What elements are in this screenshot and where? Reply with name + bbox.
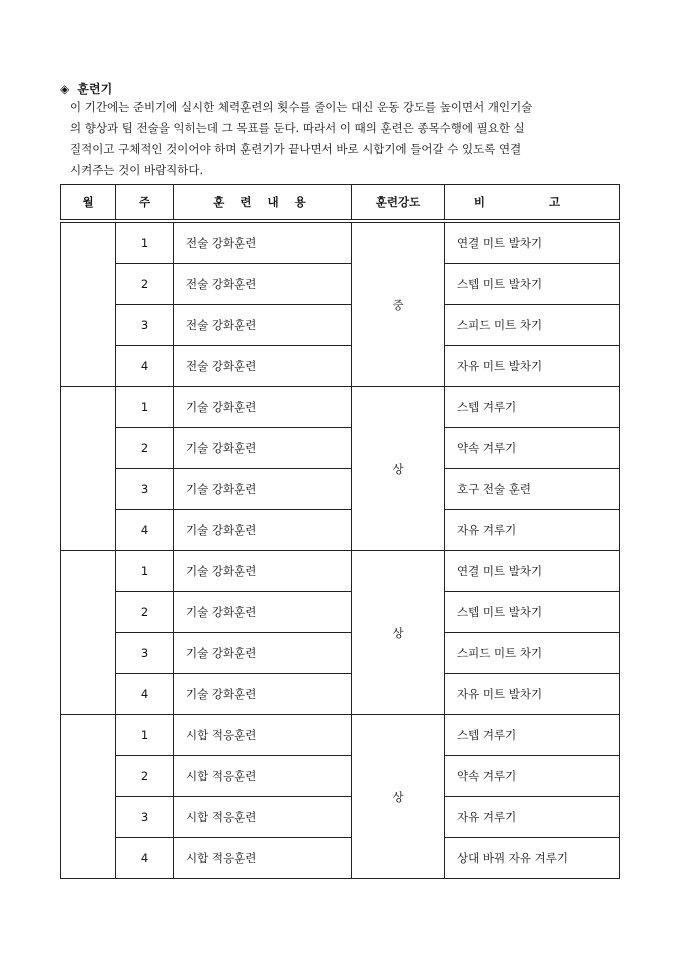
table-row (61, 346, 620, 387)
table-row (61, 756, 620, 797)
note-cell: 스텝 겨루기 (445, 387, 620, 428)
note-cell: 스텝 겨루기 (445, 715, 620, 756)
table-row (61, 387, 620, 428)
intensity-cell: 상 (352, 715, 445, 879)
note-cell: 스피드 미트 차기 (445, 633, 620, 674)
note-cell: 상대 바꿔 자유 겨루기 (445, 838, 620, 879)
header-month: 월 (61, 185, 116, 222)
intensity-cell: 상 (352, 551, 445, 715)
month-cell (61, 387, 116, 551)
week-cell: 1 (116, 387, 174, 428)
content-cell: 전술 강화훈련 (174, 221, 352, 264)
intro-line: 시켜주는 것이 바람직하다. (70, 163, 204, 177)
header-intensity: 훈련강도 (352, 185, 445, 222)
content-cell: 기술 강화훈련 (174, 510, 352, 551)
content-cell: 기술 강화훈련 (174, 633, 352, 674)
intro-line: 의 향상과 팀 전술을 익히는데 그 목표를 둔다. 따라서 이 때의 훈련은 종목수행에 필요한 실 (70, 121, 525, 135)
section-title: 훈련기 (77, 82, 113, 96)
table-row (61, 264, 620, 305)
content-cell: 기술 강화훈련 (174, 674, 352, 715)
note-cell: 자유 겨루기 (445, 510, 620, 551)
note-cell: 약속 겨루기 (445, 428, 620, 469)
note-cell: 자유 미트 발차기 (445, 346, 620, 387)
table-row (61, 510, 620, 551)
table-header (61, 185, 620, 222)
content-cell: 시합 적응훈련 (174, 715, 352, 756)
note-cell: 자유 미트 발차기 (445, 674, 620, 715)
week-cell: 2 (116, 264, 174, 305)
table-row (61, 469, 620, 510)
week-cell: 1 (116, 221, 174, 264)
content-cell: 전술 강화훈련 (174, 346, 352, 387)
table-row (61, 221, 620, 264)
intro-line: 질적이고 구체적인 것이어야 하며 훈련기가 끝나면서 바로 시합기에 들어갈 수 있도록 연결 (70, 142, 522, 156)
note-cell: 약속 겨루기 (445, 756, 620, 797)
content-cell: 전술 강화훈련 (174, 305, 352, 346)
content-cell: 시합 적응훈련 (174, 838, 352, 879)
table-row (61, 633, 620, 674)
month-cell (61, 715, 116, 879)
week-cell: 4 (116, 510, 174, 551)
week-cell: 1 (116, 715, 174, 756)
content-cell: 기술 강화훈련 (174, 387, 352, 428)
week-cell: 1 (116, 551, 174, 592)
content-cell: 기술 강화훈련 (174, 469, 352, 510)
week-cell: 4 (116, 346, 174, 387)
note-cell: 연결 미트 발차기 (445, 551, 620, 592)
table-row (61, 715, 620, 756)
intro-paragraph (70, 97, 622, 181)
intro-line: 이 기간에는 준비기에 실시한 체력훈련의 횟수를 줄이는 대신 운동 강도를 높이면서 개인기술 (70, 100, 533, 114)
table-row (61, 551, 620, 592)
week-cell: 2 (116, 756, 174, 797)
content-cell: 기술 강화훈련 (174, 592, 352, 633)
header-content: 훈 련 내 용 (174, 185, 352, 222)
month-cell (61, 551, 116, 715)
table-row (61, 428, 620, 469)
week-cell: 3 (116, 797, 174, 838)
note-cell: 스텝 미트 발차기 (445, 592, 620, 633)
content-cell: 시합 적응훈련 (174, 797, 352, 838)
week-cell: 2 (116, 428, 174, 469)
content-cell: 기술 강화훈련 (174, 428, 352, 469)
month-cell (61, 221, 116, 387)
table-body (61, 221, 620, 879)
header-week: 주 (116, 185, 174, 222)
intensity-cell: 중 (352, 221, 445, 387)
section-heading (60, 80, 112, 97)
week-cell: 4 (116, 674, 174, 715)
table-row (61, 305, 620, 346)
content-cell: 기술 강화훈련 (174, 551, 352, 592)
note-cell: 스피드 미트 차기 (445, 305, 620, 346)
week-cell: 3 (116, 305, 174, 346)
table-row (61, 592, 620, 633)
table-row (61, 797, 620, 838)
week-cell: 2 (116, 592, 174, 633)
week-cell: 3 (116, 633, 174, 674)
note-cell: 자유 겨루기 (445, 797, 620, 838)
table-row (61, 674, 620, 715)
header-note: 비 고 (445, 185, 620, 222)
intensity-cell: 상 (352, 387, 445, 551)
training-plan-table (60, 184, 620, 879)
week-cell: 4 (116, 838, 174, 879)
note-cell: 호구 전술 훈련 (445, 469, 620, 510)
week-cell: 3 (116, 469, 174, 510)
content-cell: 시합 적응훈련 (174, 756, 352, 797)
note-cell: 연결 미트 발차기 (445, 221, 620, 264)
content-cell: 전술 강화훈련 (174, 264, 352, 305)
note-cell: 스텝 미트 발차기 (445, 264, 620, 305)
diamond-bullet-icon: ◈ (60, 82, 70, 96)
table-row (61, 838, 620, 879)
